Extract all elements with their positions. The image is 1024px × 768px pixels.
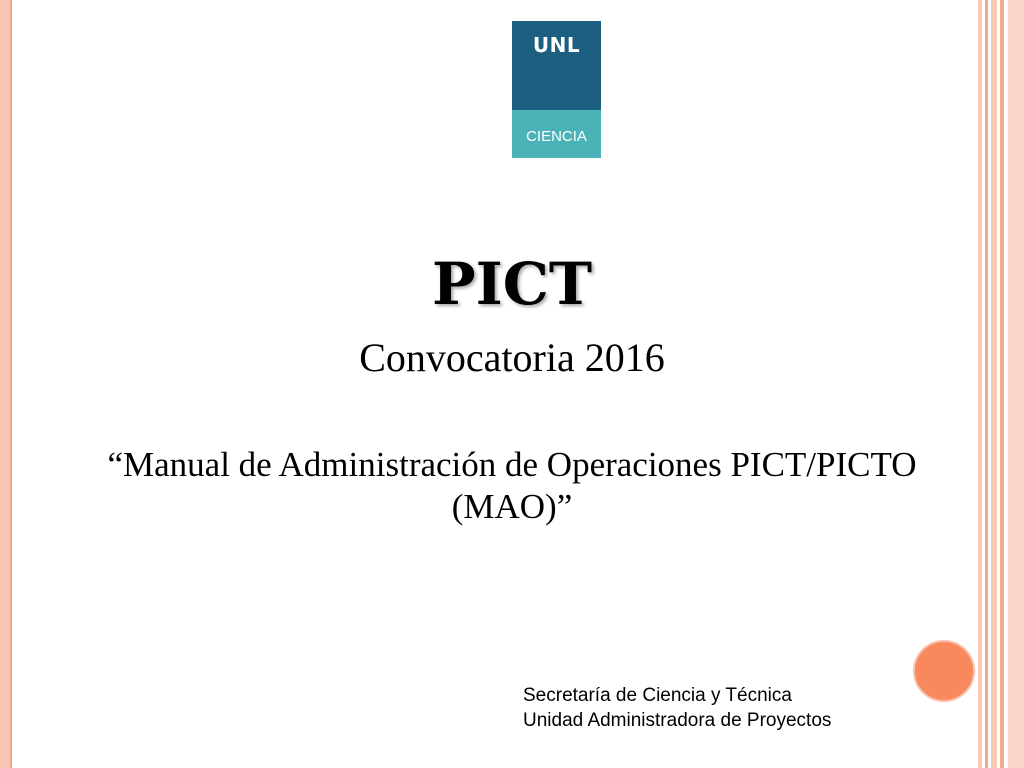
slide-title: PICT — [431, 250, 593, 318]
footer-line-1: Secretaría de Ciencia y Técnica — [523, 685, 792, 706]
manual-title-line-2: (MAO)” — [451, 487, 573, 526]
logo-bottom-block — [512, 110, 601, 158]
slide-subtitle: Convocatoria 2016 — [359, 335, 665, 380]
accent-circle — [913, 640, 975, 702]
left-border-decoration — [0, 0, 10, 768]
right-stripe-5 — [1008, 0, 1024, 768]
left-border-line — [10, 0, 12, 768]
right-stripe-4 — [1000, 0, 1004, 768]
right-stripe-1 — [978, 0, 982, 768]
unl-ciencia-logo — [512, 21, 601, 158]
logo-label: CIENCIA — [526, 127, 587, 145]
logo-brand: UNL — [532, 32, 581, 57]
manual-title — [30, 444, 994, 528]
right-stripe-2 — [985, 0, 988, 768]
right-stripe-3 — [991, 0, 997, 768]
manual-title-line-1: “Manual de Administración de Operaciones PICT/PICTO — [107, 445, 917, 484]
footer-credits — [523, 683, 831, 733]
logo-top-block — [512, 21, 601, 110]
footer-line-2: Unidad Administradora de Proyectos — [523, 710, 832, 731]
